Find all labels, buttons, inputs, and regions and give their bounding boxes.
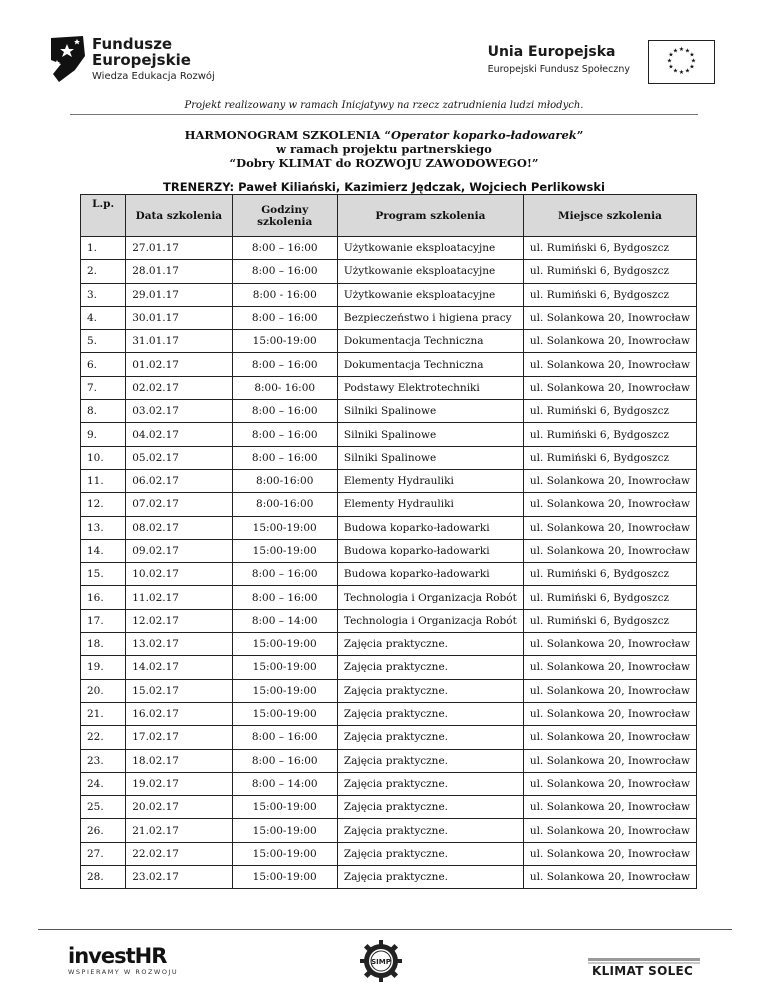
cell-program: Zajęcia praktyczne. (337, 656, 523, 679)
cell-hours: 15:00-19:00 (232, 866, 337, 889)
cell-lp: 7. (81, 376, 126, 399)
cell-date: 31.01.17 (126, 330, 232, 353)
cell-date: 18.02.17 (126, 749, 232, 772)
table-row (81, 702, 697, 725)
cell-program: Zajęcia praktyczne. (337, 772, 523, 795)
simp-gear-logo-icon (360, 940, 402, 982)
cell-program: Zajęcia praktyczne. (337, 796, 523, 819)
cell-hours: 15:00-19:00 (232, 842, 337, 865)
table-row (81, 260, 697, 283)
cell-date: 17.02.17 (126, 726, 232, 749)
footer-divider (38, 929, 732, 930)
table-row (81, 283, 697, 306)
cell-program: Zajęcia praktyczne. (337, 702, 523, 725)
simp-label: SIMP (371, 958, 391, 966)
cell-place: ul. Solankowa 20, Inowrocław (523, 493, 696, 516)
klimat-solec-label: KLIMAT SOLEC (592, 964, 694, 978)
table-row (81, 609, 697, 632)
investhr-tagline: WSPIERAMY W ROZWOJU (68, 968, 179, 976)
table-row (81, 493, 697, 516)
cell-place: ul. Rumiński 6, Bydgoszcz (523, 446, 696, 469)
cell-place: ul. Solankowa 20, Inowrocław (523, 516, 696, 539)
table-row (81, 353, 697, 376)
fundusze-europejskie-text (92, 36, 215, 82)
cell-hours: 15:00-19:00 (232, 819, 337, 842)
header-date: Data szkolenia (126, 195, 232, 237)
cell-lp: 12. (81, 493, 126, 516)
course-name: Operator koparko-ładowarek (390, 128, 577, 142)
table-row (81, 866, 697, 889)
table-row (81, 749, 697, 772)
cell-place: ul. Rumiński 6, Bydgoszcz (523, 586, 696, 609)
cell-date: 14.02.17 (126, 656, 232, 679)
cell-place: ul. Solankowa 20, Inowrocław (523, 353, 696, 376)
cell-lp: 21. (81, 702, 126, 725)
table-row (81, 446, 697, 469)
cell-program: Zajęcia praktyczne. (337, 819, 523, 842)
cell-date: 08.02.17 (126, 516, 232, 539)
page-header (0, 0, 768, 115)
table-row (81, 423, 697, 446)
title-line3: “Dobry KLIMAT do ROZWOJU ZAWODOWEGO!” (229, 156, 539, 170)
cell-hours: 8:00 - 16:00 (232, 283, 337, 306)
cell-date: 23.02.17 (126, 866, 232, 889)
table-row (81, 563, 697, 586)
table-row (81, 516, 697, 539)
cell-date: 02.02.17 (126, 376, 232, 399)
cell-hours: 8:00-16:00 (232, 469, 337, 492)
cell-program: Elementy Hydrauliki (337, 469, 523, 492)
cell-date: 22.02.17 (126, 842, 232, 865)
investhr-brand: investHR (68, 944, 167, 968)
table-row (81, 726, 697, 749)
cell-date: 12.02.17 (126, 609, 232, 632)
fe-line3: Wiedza Edukacja Rozwój (92, 71, 215, 82)
cell-lp: 20. (81, 679, 126, 702)
cell-date: 09.02.17 (126, 539, 232, 562)
cell-program: Silniki Spalinowe (337, 446, 523, 469)
cell-lp: 2. (81, 260, 126, 283)
cell-hours: 15:00-19:00 (232, 796, 337, 819)
fe-line1: Fundusze (92, 35, 173, 53)
cell-program: Dokumentacja Techniczna (337, 353, 523, 376)
cell-hours: 8:00 – 14:00 (232, 609, 337, 632)
cell-program: Zajęcia praktyczne. (337, 866, 523, 889)
table-row (81, 656, 697, 679)
table-row (81, 539, 697, 562)
title-line2: w ramach projektu partnerskiego (276, 142, 492, 156)
table-row (81, 633, 697, 656)
cell-date: 15.02.17 (126, 679, 232, 702)
cell-place: ul. Solankowa 20, Inowrocław (523, 376, 696, 399)
cell-program: Zajęcia praktyczne. (337, 679, 523, 702)
svg-text:★: ★ (678, 69, 685, 76)
cell-lp: 24. (81, 772, 126, 795)
table-row (81, 469, 697, 492)
svg-text:★: ★ (668, 51, 674, 59)
svg-text:★: ★ (672, 47, 679, 55)
cell-program: Technologia i Organizacja Robót (337, 609, 523, 632)
table-row (81, 330, 697, 353)
title-line1 (0, 128, 768, 142)
cell-hours: 8:00 – 16:00 (232, 563, 337, 586)
cell-place: ul. Rumiński 6, Bydgoszcz (523, 423, 696, 446)
cell-place: ul. Solankowa 20, Inowrocław (523, 842, 696, 865)
cell-lp: 8. (81, 400, 126, 423)
cell-date: 13.02.17 (126, 633, 232, 656)
cell-place: ul. Solankowa 20, Inowrocław (523, 679, 696, 702)
cell-program: Zajęcia praktyczne. (337, 842, 523, 865)
cell-place: ul. Solankowa 20, Inowrocław (523, 866, 696, 889)
cell-lp: 27. (81, 842, 126, 865)
cell-program: Dokumentacja Techniczna (337, 330, 523, 353)
cell-hours: 8:00 – 16:00 (232, 353, 337, 376)
cell-place: ul. Rumiński 6, Bydgoszcz (523, 237, 696, 260)
cell-place: ul. Solankowa 20, Inowrocław (523, 749, 696, 772)
cell-place: ul. Solankowa 20, Inowrocław (523, 702, 696, 725)
cell-hours: 8:00 – 16:00 (232, 726, 337, 749)
cell-date: 03.02.17 (126, 400, 232, 423)
cell-place: ul. Solankowa 20, Inowrocław (523, 633, 696, 656)
cell-lp: 9. (81, 423, 126, 446)
cell-date: 28.01.17 (126, 260, 232, 283)
cell-date: 05.02.17 (126, 446, 232, 469)
cell-hours: 8:00 – 16:00 (232, 260, 337, 283)
cell-lp: 22. (81, 726, 126, 749)
cell-hours: 15:00-19:00 (232, 656, 337, 679)
cell-hours: 8:00 – 16:00 (232, 237, 337, 260)
cell-date: 30.01.17 (126, 306, 232, 329)
cell-program: Użytkowanie eksploatacyjne (337, 237, 523, 260)
title-suffix: ” (576, 128, 584, 142)
cell-hours: 15:00-19:00 (232, 702, 337, 725)
cell-program: Zajęcia praktyczne. (337, 633, 523, 656)
fe-line2: Europejskie (92, 51, 191, 69)
cell-hours: 15:00-19:00 (232, 539, 337, 562)
table-row (81, 586, 697, 609)
cell-lp: 13. (81, 516, 126, 539)
cell-lp: 15. (81, 563, 126, 586)
cell-place: ul. Rumiński 6, Bydgoszcz (523, 283, 696, 306)
cell-place: ul. Rumiński 6, Bydgoszcz (523, 609, 696, 632)
table-row (81, 306, 697, 329)
svg-text:★: ★ (672, 67, 679, 75)
cell-hours: 15:00-19:00 (232, 633, 337, 656)
cell-hours: 8:00 – 14:00 (232, 772, 337, 795)
schedule-table (80, 194, 697, 889)
table-row (81, 679, 697, 702)
cell-place: ul. Solankowa 20, Inowrocław (523, 306, 696, 329)
header-hours: Godziny szkolenia (232, 195, 337, 237)
cell-hours: 8:00 – 16:00 (232, 749, 337, 772)
cell-hours: 8:00 – 16:00 (232, 586, 337, 609)
cell-date: 06.02.17 (126, 469, 232, 492)
cell-hours: 15:00-19:00 (232, 516, 337, 539)
cell-date: 16.02.17 (126, 702, 232, 725)
cell-program: Bezpieczeństwo i higiena pracy (337, 306, 523, 329)
cell-place: ul. Solankowa 20, Inowrocław (523, 469, 696, 492)
cell-place: ul. Rumiński 6, Bydgoszcz (523, 400, 696, 423)
table-row (81, 237, 697, 260)
cell-lp: 19. (81, 656, 126, 679)
svg-text:★: ★ (678, 46, 685, 53)
cell-place: ul. Solankowa 20, Inowrocław (523, 539, 696, 562)
cell-lp: 4. (81, 306, 126, 329)
cell-lp: 23. (81, 749, 126, 772)
ue-line1: Unia Europejska (487, 44, 616, 60)
header-place: Miejsce szkolenia (523, 195, 696, 237)
svg-text:★: ★ (666, 57, 673, 65)
header-divider (70, 114, 698, 115)
table-row (81, 376, 697, 399)
header-lp: L.p. (81, 195, 126, 237)
cell-lp: 25. (81, 796, 126, 819)
cell-date: 21.02.17 (126, 819, 232, 842)
cell-place: ul. Solankowa 20, Inowrocław (523, 796, 696, 819)
cell-program: Budowa koparko-ładowarki (337, 563, 523, 586)
cell-program: Technologia i Organizacja Robót (337, 586, 523, 609)
cell-program: Użytkowanie eksploatacyjne (337, 260, 523, 283)
cell-date: 07.02.17 (126, 493, 232, 516)
cell-program: Silniki Spalinowe (337, 400, 523, 423)
cell-lp: 6. (81, 353, 126, 376)
cell-program: Budowa koparko-ładowarki (337, 539, 523, 562)
ue-line2: Europejski Fundusz Społeczny (487, 64, 630, 75)
cell-date: 29.01.17 (126, 283, 232, 306)
cell-lp: 26. (81, 819, 126, 842)
svg-text:★: ★ (690, 57, 697, 65)
cell-place: ul. Solankowa 20, Inowrocław (523, 656, 696, 679)
cell-hours: 15:00-19:00 (232, 679, 337, 702)
cell-hours: 8:00 – 16:00 (232, 423, 337, 446)
trainers-line: TRENERZY: Paweł Kiliański, Kazimierz Jędczak, Wojciech Perlikowski (163, 180, 605, 194)
cell-program: Elementy Hydrauliki (337, 493, 523, 516)
table-row (81, 796, 697, 819)
header-program: Program szkolenia (337, 195, 523, 237)
svg-text:★: ★ (689, 51, 695, 59)
cell-hours: 8:00 – 16:00 (232, 400, 337, 423)
cell-program: Zajęcia praktyczne. (337, 749, 523, 772)
cell-date: 01.02.17 (126, 353, 232, 376)
svg-text:★: ★ (668, 63, 674, 71)
cell-lp: 11. (81, 469, 126, 492)
cell-hours: 8:00 – 16:00 (232, 446, 337, 469)
cell-program: Budowa koparko-ładowarki (337, 516, 523, 539)
cell-hours: 15:00-19:00 (232, 330, 337, 353)
cell-place: ul. Solankowa 20, Inowrocław (523, 330, 696, 353)
project-note: Projekt realizowany w ramach Inicjatywy na rzecz zatrudnienia ludzi młodych. (184, 100, 584, 111)
cell-date: 27.01.17 (126, 237, 232, 260)
cell-lp: 28. (81, 866, 126, 889)
table-row (81, 842, 697, 865)
cell-place: ul. Rumiński 6, Bydgoszcz (523, 260, 696, 283)
svg-text:★: ★ (684, 47, 691, 55)
cell-place: ul. Rumiński 6, Bydgoszcz (523, 563, 696, 586)
title-prefix: HARMONOGRAM SZKOLENIA “ (184, 128, 391, 142)
cell-program: Zajęcia praktyczne. (337, 726, 523, 749)
cell-date: 10.02.17 (126, 563, 232, 586)
table-row (81, 772, 697, 795)
cell-date: 20.02.17 (126, 796, 232, 819)
cell-lp: 10. (81, 446, 126, 469)
cell-date: 19.02.17 (126, 772, 232, 795)
document-title (0, 128, 768, 170)
table-row (81, 819, 697, 842)
cell-date: 04.02.17 (126, 423, 232, 446)
cell-lp: 17. (81, 609, 126, 632)
investhr-logo (68, 944, 178, 976)
cell-program: Silniki Spalinowe (337, 423, 523, 446)
cell-hours: 8:00- 16:00 (232, 376, 337, 399)
svg-text:★: ★ (684, 67, 691, 75)
cell-hours: 8:00-16:00 (232, 493, 337, 516)
cell-lp: 5. (81, 330, 126, 353)
cell-lp: 18. (81, 633, 126, 656)
svg-text:★: ★ (689, 63, 695, 71)
cell-lp: 3. (81, 283, 126, 306)
cell-program: Podstawy Elektrotechniki (337, 376, 523, 399)
cell-date: 11.02.17 (126, 586, 232, 609)
cell-place: ul. Solankowa 20, Inowrocław (523, 772, 696, 795)
unia-europejska-text (488, 44, 630, 75)
cell-place: ul. Solankowa 20, Inowrocław (523, 726, 696, 749)
table-header-row (81, 195, 697, 237)
cell-lp: 16. (81, 586, 126, 609)
cell-lp: 14. (81, 539, 126, 562)
table-row (81, 400, 697, 423)
cell-lp: 1. (81, 237, 126, 260)
cell-place: ul. Solankowa 20, Inowrocław (523, 819, 696, 842)
eu-flag-icon (648, 40, 715, 84)
cell-hours: 8:00 – 16:00 (232, 306, 337, 329)
cell-program: Użytkowanie eksploatacyjne (337, 283, 523, 306)
